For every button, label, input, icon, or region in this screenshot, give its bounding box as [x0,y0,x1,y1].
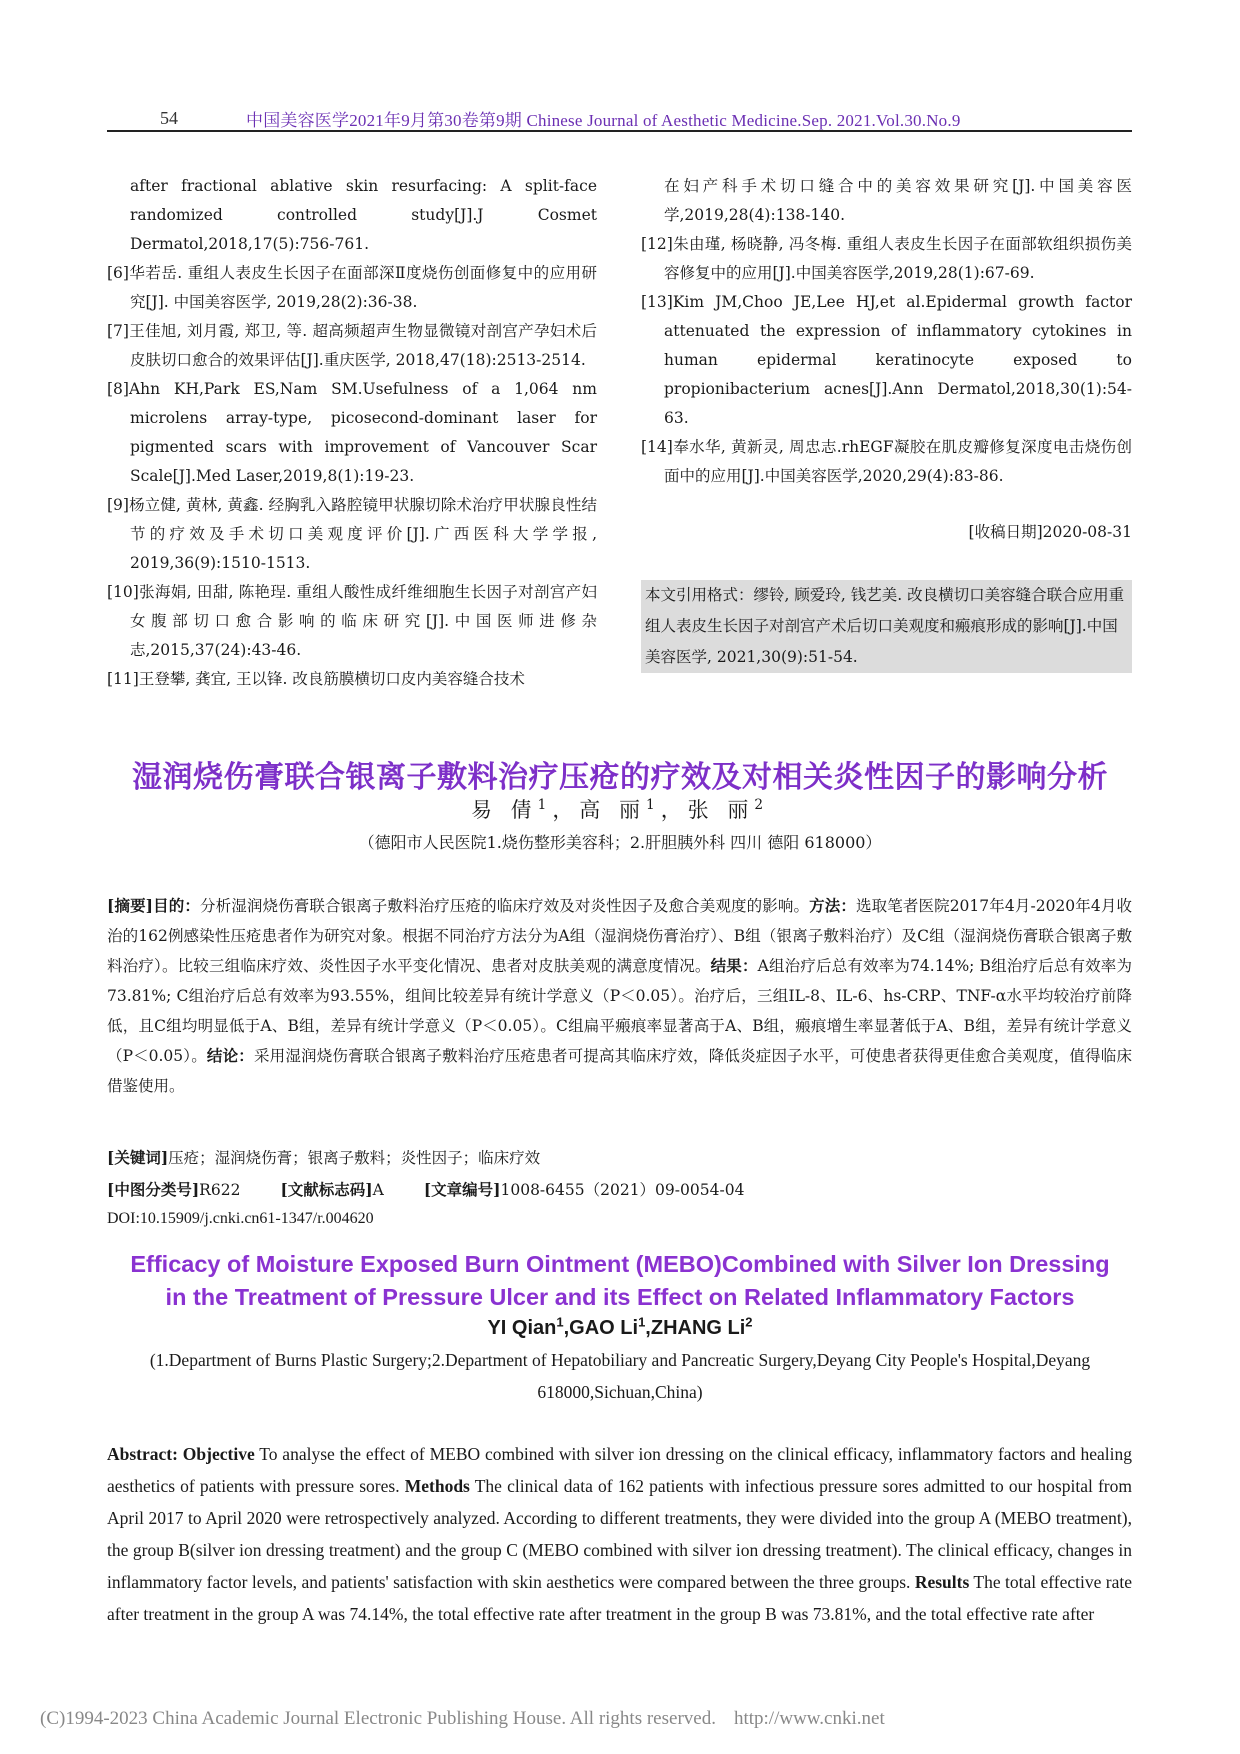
authors-cn [0,794,1240,824]
header-divider [107,130,1132,132]
author-affil-mark: 1 [537,797,553,813]
title-en-line: Efficacy of Moisture Exposed Burn Ointment (MEBO)Combined with Silver Ion Dressing [130,1251,1110,1277]
classification-line [107,1178,1132,1200]
author-name: ，高 丽 [552,798,646,822]
author-affil-mark: 1 [646,797,661,813]
methods-label: Methods [404,1476,470,1496]
author-affil-mark: 1 [556,1314,564,1330]
reference-item: [7]王佳旭, 刘月霞, 郑卫, 等. 超高频超声生物显微镜对剖宫产孕妇术后皮肤切口愈合的效果评估[J].重庆医学, 2018,47(18):2513-2514. [107,322,597,369]
page-number: 54 [160,108,178,128]
affiliation-en: (1.Department of Burns Plastic Surgery;2.Department of Hepatobiliary and Pancreatic Surgery,Deyang City People's Hospital,Deyang 618000,Sichuan,China) [149,1350,1091,1402]
author-name: ，张 丽 [660,798,755,822]
citation-box: 本文引用格式：缪铃, 顾爱玲, 钱艺美. 改良横切口美容缝合联合应用重组人表皮生长因子对剖宫产术后切口美观度和瘢痕形成的影响[J].中国美容医学, 2021,30(9):51-54. [641,580,1132,673]
references-right-column [641,172,1132,491]
objective-label: 目的： [153,896,201,915]
journal-header: 中国美容医学2021年9月第30卷第9期 Chinese Journal of Aesthetic Medicine.Sep. 2021.Vol.30.No.9 [246,111,961,130]
keywords-label: [关键词] [107,1148,169,1167]
reference-item: [6]华若岳. 重组人表皮生长因子在面部深Ⅱ度烧伤创面修复中的应用研究[J]. 中国美容医学, 2019,28(2):36-38. [107,264,597,311]
received-date: [收稿日期]2020-08-31 [968,523,1132,541]
results-label: Results [914,1572,970,1592]
abstract-cn [107,891,1132,1101]
author-affil-mark: 2 [754,797,770,813]
copyright-footer [40,1708,885,1730]
abstract-label: Abstract: [107,1444,178,1464]
author-affil-mark: 1 [638,1314,646,1330]
results-text: A组治疗后总有效率为74.14%; B组治疗后总有效率为73.81%; C组治疗后总有效率为93.55%，组间比较差异有统计学意义（P＜0.05）。治疗后，三组IL-8、IL-6、hs-CRP、TNF-α水平均较治疗前降低，且C组均明显低于A、B组，差异有统计学意义（P＜0.05）。C组扁平瘢痕率显著高于A、B组，瘢痕增生率显著低于A、B组，差异有统计学意义（P＜0.05）。 [107,957,1132,1065]
reference-item: 在妇产科手术切口缝合中的美容效果研究[J].中国美容医学,2019,28(4):138-140. [664,177,1132,224]
abstract-label: [摘要] [107,896,154,915]
results-text: The total effective rate after treatment in the group A was 74.14%, the total effective rate after treatment in the group B was 73.81%, and the total effective rate after [107,1572,1133,1624]
reference-item: [11]王登攀, 龚宜, 王以锋. 改良筋膜横切口皮内美容缝合技术 [107,670,525,688]
methods-text: The clinical data of 162 patients with infectious pressure sores admitted to our hospital from April 2017 to April 2020 were retrospectively analyzed. According to different treatments, they were divided into the group A (MEBO treatment), the group B(silver ion dressing treatment) and the group C (MEBO combined with silver ion dressing treatment). The clinical efficacy, changes in inflammatory factor levels, and patients' satisfaction with skin aesthetics were compared between the three groups. [107,1476,1132,1592]
results-label: 结果： [710,956,758,975]
author-name: 易 倩 [470,798,538,822]
objective-label: Objective [182,1444,255,1464]
copyright-text: (C)1994-2023 China Academic Journal Electronic Publishing House. All rights reserved. [40,1708,716,1729]
reference-item: [9]杨立健, 黄林, 黄鑫. 经胸乳入路腔镜甲状腺切除术治疗甲状腺良性结节的疗效及手术切口美观度评价[J].广西医科大学学报, 2019,36(9):1510-1513. [107,496,597,572]
reference-item: after fractional ablative skin resurfacing: A split-face randomized controlled study[J].J Cosmet Dermatol,2018,17(5):756-761. [130,177,597,253]
class-value: R622 [199,1181,241,1199]
objective-text: To analyse the effect of MEBO combined with silver ion dressing on the clinical efficacy, inflammatory factors and healing aesthetics of patients with pressure sores. [107,1444,1133,1496]
doc-code-value: A [372,1181,384,1199]
reference-item: [10]张海娟, 田甜, 陈艳珵. 重组人酸性成纤维细胞生长因子对剖宫产妇女腹部切口愈合影响的临床研究[J].中国医师进修杂志,2015,37(24):43-46. [107,583,597,659]
reference-item: [13]Kim JM,Choo JE,Lee HJ,et al.Epidermal growth factor attenuated the expression of inflammatory cytokines in human epidermal keratinocyte exposed to propionibacterium acnes[J].Ann Dermatol,2018,30(1):54-63. [641,293,1132,427]
affiliation-cn: （德阳市人民医院1.烧伤整形美容科；2.肝胆胰外科 四川 德阳 618000） [358,833,882,852]
keywords-text: 压疮；湿润烧伤膏；银离子敷料；炎性因子；临床疗效 [168,1149,541,1167]
doi: DOI:10.15909/j.cnki.cn61-1347/r.004620 [107,1210,374,1227]
objective-text: 分析湿润烧伤膏联合银离子敷料治疗压疮的临床疗效及对炎性因子及愈合美观度的影响。 [200,897,810,915]
doc-code-label: [文献标志码] [280,1180,373,1199]
references-left-column [107,172,597,694]
title-en-line: in the Treatment of Pressure Ulcer and its Effect on Related Inflammatory Factors [165,1284,1075,1310]
author-affil-mark: 2 [745,1314,753,1330]
reference-item: [8]Ahn KH,Park ES,Nam SM.Usefulness of a 1,064 nm microlens array-type, picosecond-dominant laser for pigmented scars with improvement of Vancouver Scar Scale[J].Med Laser,2019,8(1):19-23. [107,380,597,485]
author-name: ,ZHANG Li [645,1317,746,1339]
abstract-en [107,1438,1132,1630]
reference-item: [12]朱由瑾, 杨晓静, 冯冬梅. 重组人表皮生长因子在面部软组织损伤美容修复中的应用[J].中国美容医学,2019,28(1):67-69. [641,235,1132,282]
author-name: ,GAO Li [563,1317,639,1339]
conclusion-text: 采用湿润烧伤膏联合银离子敷料治疗压疮患者可提高其临床疗效，降低炎症因子水平，可使患者获得更佳愈合美观度，值得临床借鉴使用。 [107,1047,1132,1095]
article-number-value: 1008-6455（2021）09-0054-04 [500,1181,745,1199]
authors-en [0,1314,1240,1340]
conclusion-label: 结论： [206,1046,254,1065]
author-name: YI Qian [487,1317,557,1339]
cnki-link[interactable]: http://www.cnki.net [733,1708,885,1729]
methods-label: 方法： [809,896,856,915]
reference-item: [14]奉水华, 黄新灵, 周忠志.rhEGF凝胶在肌皮瓣修复深度电击烧伤创面中的应用[J].中国美容医学,2020,29(4):83-86. [641,438,1132,485]
article-number-label: [文章编号] [423,1180,501,1199]
article-title-cn: 湿润烧伤膏联合银离子敷料治疗压疮的疗效及对相关炎性因子的影响分析 [132,760,1108,795]
article-title-en [0,1248,1240,1314]
methods-text: 选取笔者医院2017年4月-2020年4月收治的162例感染性压疮患者作为研究对象。根据不同治疗方法分为A组（湿润烧伤膏治疗）、B组（银离子敷料治疗）及C组（湿润烧伤膏联合银离子敷料治疗）。比较三组临床疗效、炎性因子水平变化情况、患者对皮肤美观的满意度情况。 [107,897,1132,975]
class-label: [中图分类号] [107,1180,200,1199]
keywords-cn [107,1146,1132,1168]
